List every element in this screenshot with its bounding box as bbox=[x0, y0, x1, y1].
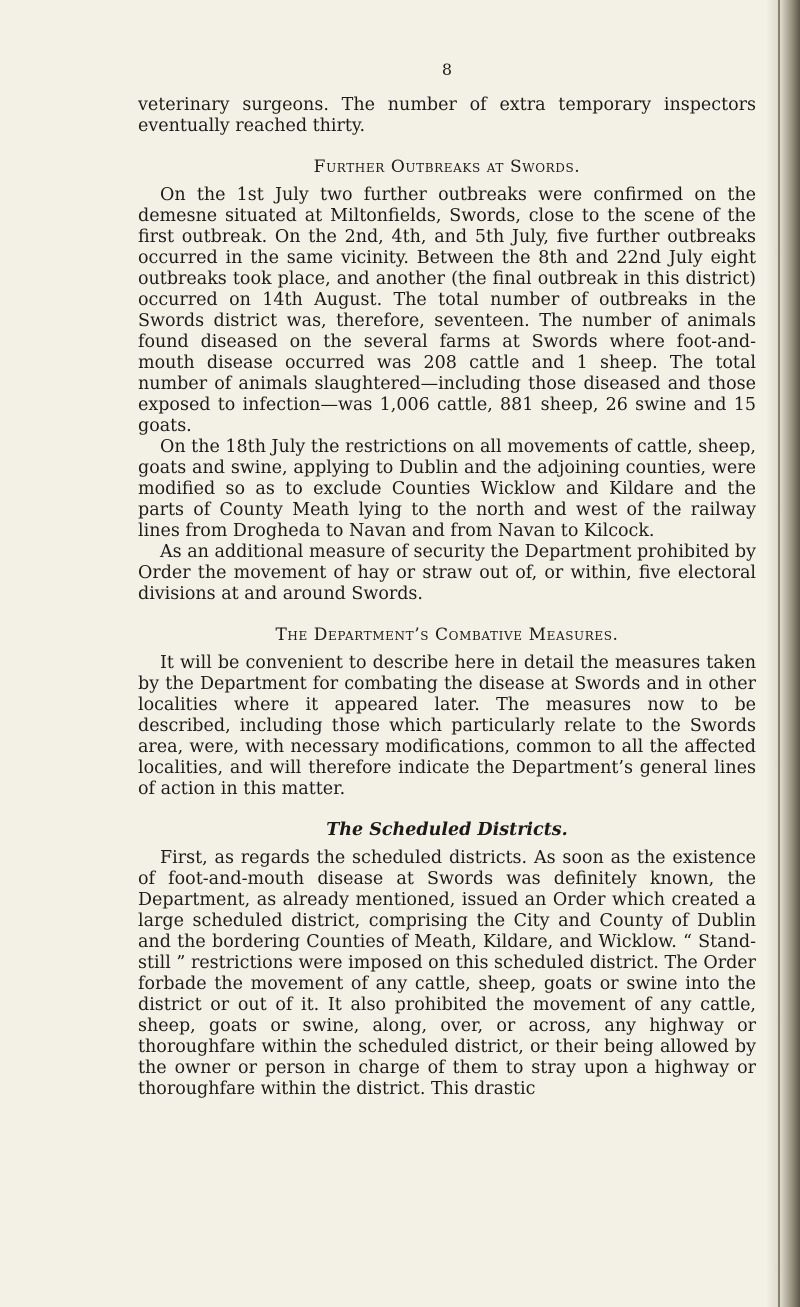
page-number: 8 bbox=[441, 60, 453, 79]
paragraph: As an additional measure of security the Department prohibited by Order the movement of hay or straw out of, or within, five electoral divisions at and around Swords. bbox=[138, 542, 756, 604]
page-content bbox=[138, 60, 756, 1100]
paragraph: First, as regards the scheduled districts. As soon as the existence of foot-and-mouth disease at Swords was definitely known, the Department, as already mentioned, issued an Order which created a large scheduled district, comprising the City and County of Dublin and the bordering Counties of Meath, Kildare, and Wicklow. “ Stand-still ” restrictions were imposed on this scheduled district. The Order forbade the movement of any cattle, sheep, goats or swine into the district or out of it. It also prohibited the movement of any cattle, sheep, goats or swine, along, over, or across, any highway or thoroughfare within the scheduled district, or their being allowed by the owner or person in charge of them to stray upon a highway or thoroughfare within the district. This drastic bbox=[138, 848, 756, 1099]
paragraph: On the 1st July two further outbreaks were confirmed on the demesne situated at Miltonfields, Swords, close to the scene of the first outbreak. On the 2nd, 4th, and 5th July, five further outbreaks occurred in the same vicinity. Between the 8th and 22nd July eight outbreaks took place, and another (the final outbreak in this district) occurred on 14th August. The total number of outbreaks in the Swords district was, therefore, seventeen. The number of animals found diseased on the several farms at Swords where foot-and-mouth disease occurred was 208 cattle and 1 sheep. The total number of animals slaughtered—including those diseased and those exposed to infection—was 1,006 cattle, 881 sheep, 26 swine and 15 goats. bbox=[138, 185, 756, 436]
section-heading-combative-measures: The Department’s Combative Measures. bbox=[275, 625, 619, 645]
section-heading-scheduled-districts: The Scheduled Districts. bbox=[326, 820, 568, 840]
page-binding-line bbox=[778, 0, 780, 1307]
paragraph: It will be convenient to describe here in detail the measures taken by the Department for combating the disease at Swords and in other localities where it appeared later. The measures now to be described, including those which particularly relate to the Swords area, were, with necessary modifications, common to all the affected localities, and will therefore indicate the Department’s general lines of action in this matter. bbox=[138, 653, 756, 799]
paragraph: On the 18th July the restrictions on all movements of cattle, sheep, goats and swine, applying to Dublin and the adjoining counties, were modified so as to exclude Counties Wicklow and Kildare and the parts of County Meath lying to the north and west of the railway lines from Drogheda to Navan and from Navan to Kilcock. bbox=[138, 437, 756, 541]
page-edge-shadow bbox=[766, 0, 800, 1307]
section-heading-further-outbreaks: Further Outbreaks at Swords. bbox=[313, 157, 581, 177]
opening-paragraph: veterinary surgeons. The number of extra temporary inspectors eventually reached thirty. bbox=[138, 95, 756, 136]
